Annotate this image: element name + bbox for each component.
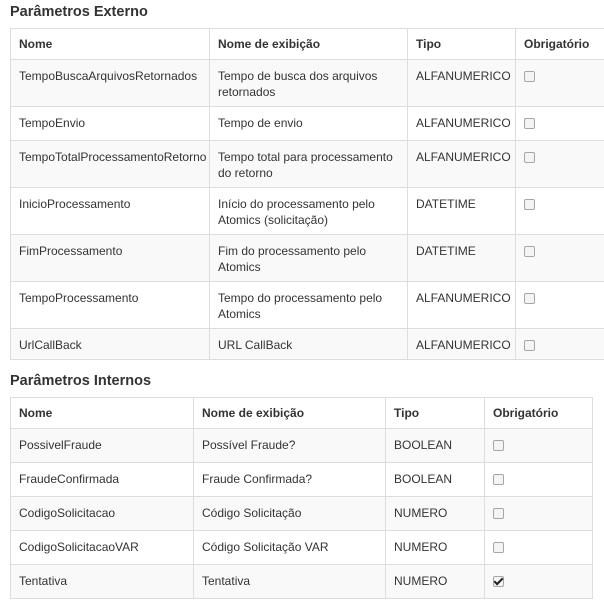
table-row <box>11 531 593 565</box>
col-header-obrigatorio: Obrigatório <box>485 398 593 429</box>
table-row <box>11 463 593 497</box>
col-header-nome-exibicao: Nome de exibição <box>194 398 386 429</box>
cell-obrigatorio <box>485 531 593 565</box>
cell-tipo: BOOLEAN <box>386 429 485 463</box>
cell-obrigatorio <box>516 107 604 141</box>
table-header-row <box>11 29 604 60</box>
params-externos-table <box>10 28 604 360</box>
cell-nome-exibicao: URL CallBack <box>210 329 408 360</box>
cell-nome: FraudeConfirmada <box>11 463 194 497</box>
cell-nome-exibicao: Código Solicitação <box>194 497 386 531</box>
table-row <box>11 235 604 282</box>
cell-obrigatorio <box>485 463 593 497</box>
cell-tipo: NUMERO <box>386 497 485 531</box>
obrigatorio-checkbox[interactable] <box>524 71 535 82</box>
cell-tipo: BOOLEAN <box>386 463 485 497</box>
cell-obrigatorio <box>516 329 604 360</box>
cell-obrigatorio <box>485 497 593 531</box>
cell-tipo: ALFANUMERICO <box>408 282 516 329</box>
cell-nome: TempoProcessamento <box>11 282 210 329</box>
params-internos-table <box>10 397 593 599</box>
col-header-nome: Nome <box>11 29 210 60</box>
obrigatorio-checkbox[interactable] <box>524 199 535 210</box>
table-row <box>11 107 604 141</box>
cell-nome-exibicao: Possível Fraude? <box>194 429 386 463</box>
col-header-nome: Nome <box>11 398 194 429</box>
obrigatorio-checkbox[interactable] <box>493 542 504 553</box>
table-row <box>11 282 604 329</box>
cell-nome-exibicao: Fraude Confirmada? <box>194 463 386 497</box>
cell-obrigatorio <box>516 282 604 329</box>
obrigatorio-checkbox[interactable] <box>524 118 535 129</box>
cell-obrigatorio <box>516 60 604 107</box>
cell-obrigatorio <box>485 565 593 599</box>
obrigatorio-checkbox[interactable] <box>524 293 535 304</box>
table-row <box>11 60 604 107</box>
obrigatorio-checkbox[interactable] <box>524 152 535 163</box>
col-header-tipo: Tipo <box>408 29 516 60</box>
cell-obrigatorio <box>516 141 604 188</box>
cell-nome: FimProcessamento <box>11 235 210 282</box>
cell-nome: TempoTotalProcessamentoRetorno <box>11 141 210 188</box>
cell-tipo: DATETIME <box>408 235 516 282</box>
cell-nome: InicioProcessamento <box>11 188 210 235</box>
cell-nome-exibicao: Tentativa <box>194 565 386 599</box>
cell-nome: UrlCallBack <box>11 329 210 360</box>
cell-tipo: ALFANUMERICO <box>408 329 516 360</box>
cell-tipo: ALFANUMERICO <box>408 107 516 141</box>
cell-obrigatorio <box>516 188 604 235</box>
cell-obrigatorio <box>485 429 593 463</box>
cell-nome-exibicao: Tempo do processamento pelo Atomics <box>210 282 408 329</box>
cell-tipo: DATETIME <box>408 188 516 235</box>
section-title-externos: Parâmetros Externo <box>10 4 148 20</box>
cell-nome: PossivelFraude <box>11 429 194 463</box>
table-row <box>11 429 593 463</box>
cell-nome-exibicao: Início do processamento pelo Atomics (solicitação) <box>210 188 408 235</box>
cell-nome: TempoEnvio <box>11 107 210 141</box>
cell-nome: Tentativa <box>11 565 194 599</box>
cell-tipo: NUMERO <box>386 565 485 599</box>
obrigatorio-checkbox[interactable] <box>493 440 504 451</box>
table-row <box>11 565 593 599</box>
col-header-obrigatorio: Obrigatório <box>516 29 604 60</box>
col-header-nome-exibicao: Nome de exibição <box>210 29 408 60</box>
table-row <box>11 497 593 531</box>
table-header-row <box>11 398 593 429</box>
table-row <box>11 141 604 188</box>
cell-nome: CodigoSolicitacao <box>11 497 194 531</box>
cell-nome-exibicao: Fim do processamento pelo Atomics <box>210 235 408 282</box>
cell-tipo: ALFANUMERICO <box>408 141 516 188</box>
cell-tipo: NUMERO <box>386 531 485 565</box>
cell-nome-exibicao: Código Solicitação VAR <box>194 531 386 565</box>
cell-nome: CodigoSolicitacaoVAR <box>11 531 194 565</box>
section-title-internos: Parâmetros Internos <box>10 373 152 389</box>
col-header-tipo: Tipo <box>386 398 485 429</box>
cell-tipo: ALFANUMERICO <box>408 60 516 107</box>
table-row <box>11 329 604 360</box>
cell-nome-exibicao: Tempo de envio <box>210 107 408 141</box>
obrigatorio-checkbox[interactable] <box>524 340 535 351</box>
obrigatorio-checkbox[interactable] <box>493 474 504 485</box>
table-row <box>11 188 604 235</box>
obrigatorio-checkbox[interactable] <box>493 508 504 519</box>
cell-nome-exibicao: Tempo total para processamento do retorno <box>210 141 408 188</box>
obrigatorio-checkbox[interactable] <box>524 246 535 257</box>
cell-nome: TempoBuscaArquivosRetornados <box>11 60 210 107</box>
obrigatorio-checkbox[interactable] <box>493 576 504 587</box>
cell-nome-exibicao: Tempo de busca dos arquivos retornados <box>210 60 408 107</box>
cell-obrigatorio <box>516 235 604 282</box>
